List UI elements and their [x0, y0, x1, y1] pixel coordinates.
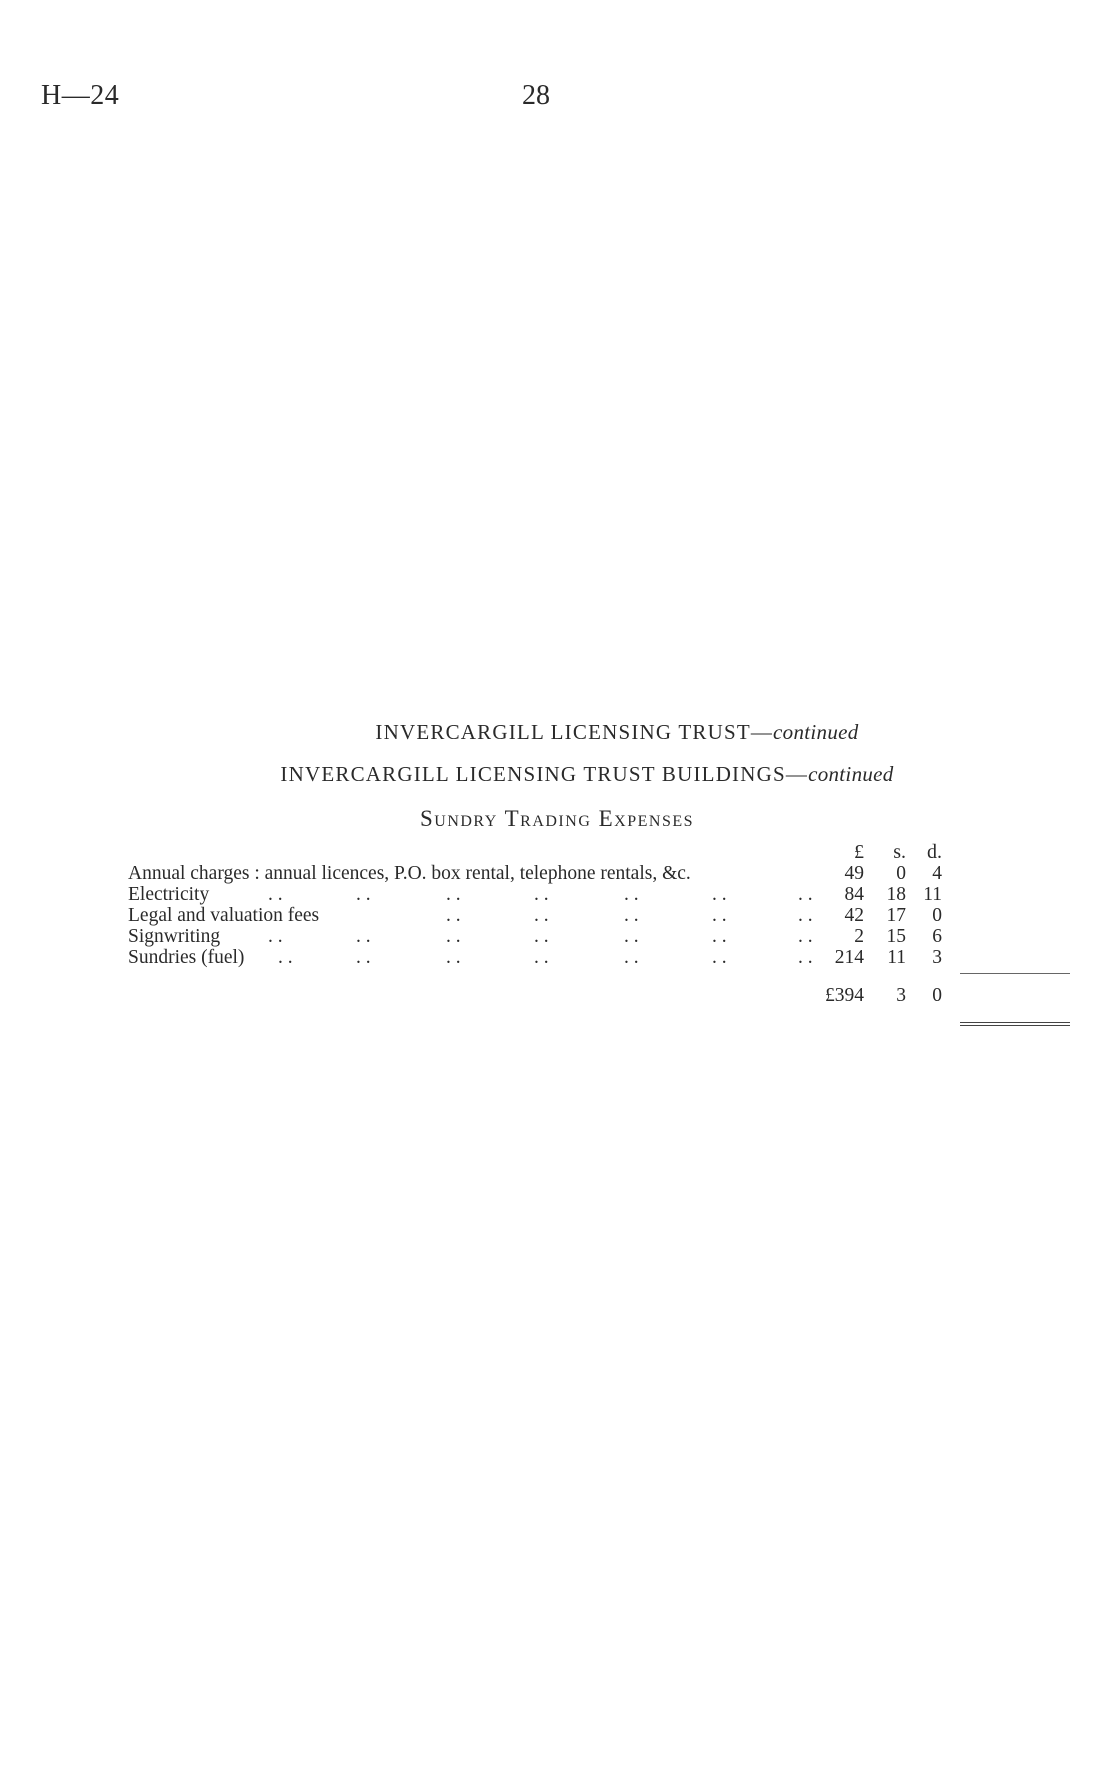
- table-row: Electricity . . . . . . . . . . . . . . 84 18 11: [128, 884, 942, 905]
- row-pence: 11: [923, 884, 942, 905]
- total-double-rule-lower: [960, 1025, 1070, 1026]
- table-row: [128, 863, 948, 884]
- row-description: Annual charges : annual licences, P.O. box rental, telephone rentals, &c.: [128, 863, 691, 884]
- column-header-row: [128, 842, 948, 863]
- heading-trust-continued: continued: [773, 720, 859, 744]
- total-double-rule: [960, 1022, 1070, 1023]
- row-pounds: 2: [854, 926, 864, 947]
- row-pounds: 214: [834, 947, 864, 968]
- subtotal-rule: [960, 973, 1070, 974]
- heading-buildings: [30, 762, 1114, 787]
- row-pounds: 42: [844, 905, 864, 926]
- heading-trust: [60, 720, 1114, 745]
- heading-trust-text: INVERCARGILL LICENSING TRUST—: [375, 720, 774, 744]
- table-row: Legal and valuation fees . . . . . . . . . . 42 17 0: [128, 905, 942, 926]
- total-pence: 0: [932, 985, 942, 1006]
- heading-buildings-continued: continued: [808, 762, 894, 786]
- total-row: [128, 985, 948, 1006]
- column-shillings: s.: [893, 841, 906, 863]
- row-description: Sundries (fuel): [128, 947, 245, 968]
- column-pence: d.: [927, 841, 942, 863]
- row-pence: 0: [932, 905, 942, 926]
- row-description: Electricity: [128, 884, 210, 905]
- row-description: Signwriting: [128, 926, 221, 947]
- expenses-table: [128, 842, 948, 1006]
- row-pence: 3: [932, 947, 942, 968]
- heading-buildings-text: INVERCARGILL LICENSING TRUST BUILDINGS—: [280, 762, 809, 786]
- total-pounds: £394: [825, 985, 864, 1006]
- row-pence: 4: [932, 863, 942, 884]
- row-shillings: 11: [887, 947, 906, 968]
- row-pounds: 84: [844, 884, 864, 905]
- page-number: 28: [522, 80, 550, 111]
- row-description: Legal and valuation fees: [128, 905, 320, 926]
- table-row: Signwriting . . . . . . . . . . . . . . 2 15 6: [128, 926, 942, 947]
- row-shillings: 18: [886, 884, 906, 905]
- row-pounds: 49: [844, 863, 864, 884]
- row-pence: 6: [932, 926, 942, 947]
- section-title: Sundry Trading Expenses: [419, 806, 695, 831]
- total-shillings: 3: [896, 985, 906, 1006]
- page-reference: H—24: [41, 80, 120, 111]
- column-pounds: £: [854, 841, 864, 863]
- table-row: Sundries (fuel) . . . . . . . . . . . . . . 214 11 3: [128, 947, 942, 968]
- row-shillings: 0: [896, 863, 906, 884]
- row-shillings: 17: [886, 905, 906, 926]
- row-shillings: 15: [886, 926, 906, 947]
